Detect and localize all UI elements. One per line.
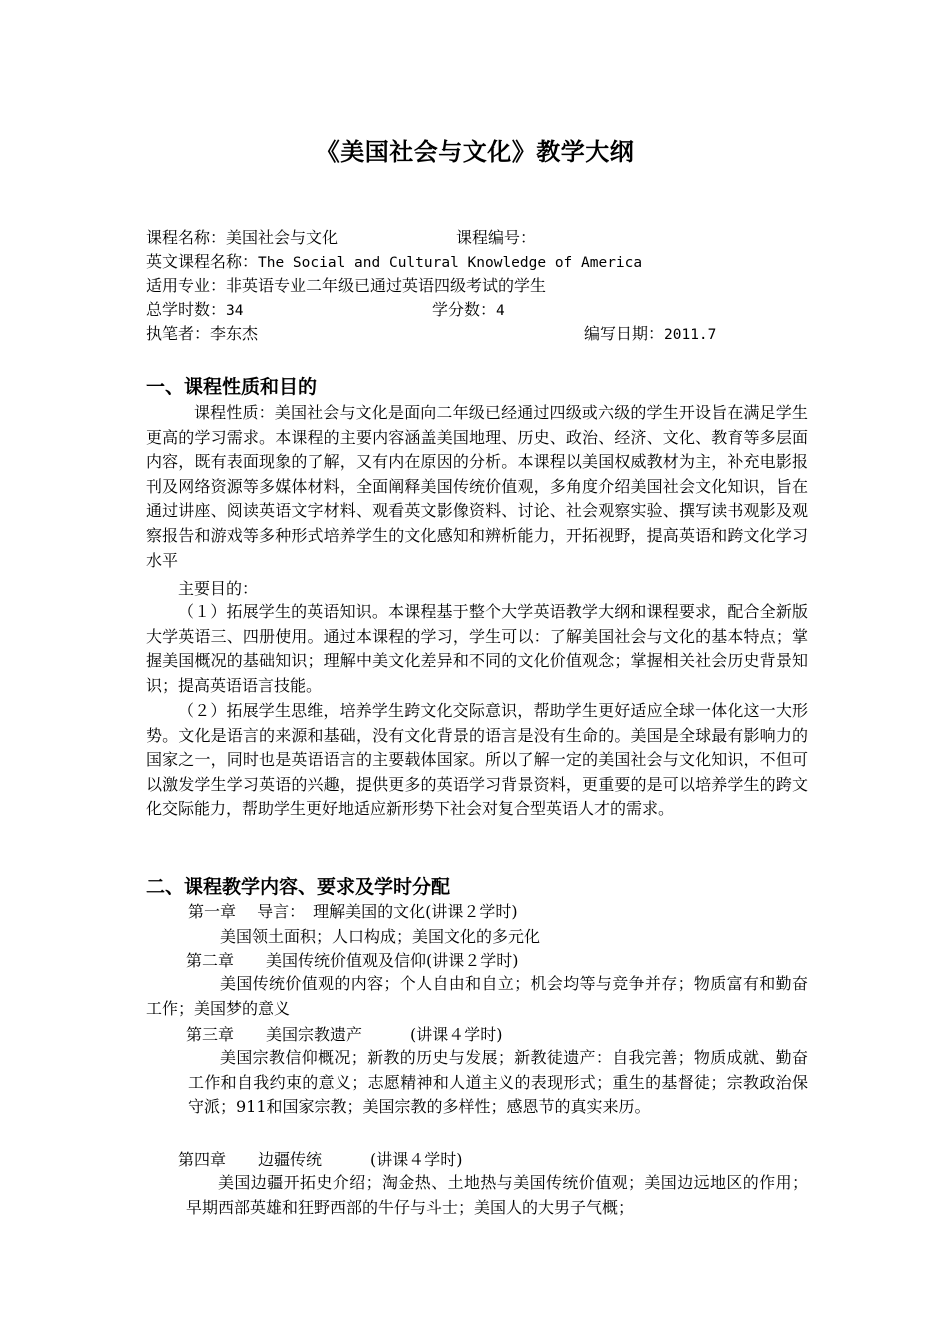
course-nature-paragraph: 课程性质：美国社会与文化是面向二年级已经通过四级或六级的学生开设旨在满足学生更高的学习需求。本课程的主要内容涵盖美国地理、历史、政治、经济、文化、教育等多层面内容，既有表面现象的了解，又有内在原因的分析。本课程以美国权威教材为主，补充电影报刊及网络资源等多媒体材料，全面阐释美国传统价值观，多角度介绍美国社会文化知识，旨在通过讲座、阅读英语文字材料、观看英文影像资料、讨论、社会观察实验、撰写读书观影及观察报告和游戏等多种形式培养学生的文化感知和辨析能力，开拓视野，提高英语和跨文化学习水平 xyxy=(146,403,808,570)
compile-date xyxy=(584,322,716,347)
english-name-value: The Social and Cultural Knowledge of America xyxy=(258,255,643,271)
chapter-2-title: 第二章 美国传统价值观及信仰(讲课２学时) xyxy=(186,951,519,970)
document-title: 《美国社会与文化》教学大纲 xyxy=(315,137,635,166)
chapter-2-body: 美国传统价值观的内容；个人自由和自立；机会均等与竞争并存；物质富有和勤奋工作；美国梦的意义 xyxy=(146,974,808,1018)
chapter-1-body: 美国领土面积；人口构成；美国文化的多元化 xyxy=(220,927,541,946)
credits-value: 4 xyxy=(496,303,505,319)
goal-1-paragraph: （１）拓展学生的英语知识。本课程基于整个大学英语教学大纲和课程要求，配合全新版大学英语三、四册使用。通过本课程的学习，学生可以：了解美国社会与文化的基本特点；掌握美国概况的基础知识；理解中美文化差异和不同的文化价值观念；掌握相关社会历史背景知识；提高英语语言技能。 xyxy=(146,602,808,695)
credits-label: 学分数： xyxy=(432,300,497,319)
compile-date-value: 2011.7 xyxy=(664,327,717,343)
chapter-1-title: 第一章 导言： 理解美国的文化(讲课２学时) xyxy=(188,902,518,921)
total-hours xyxy=(146,298,243,323)
total-hours-label: 总学时数： xyxy=(146,300,227,319)
credits xyxy=(432,298,505,323)
total-hours-value: 34 xyxy=(226,303,244,319)
author: 执笔者：李东杰 xyxy=(146,324,259,343)
chapter-4-title: 第四章 边疆传统 (讲课４学时) xyxy=(178,1150,463,1169)
english-name-label: 英文课程名称： xyxy=(146,252,259,271)
english-course-name-row xyxy=(146,250,642,275)
main-goal-label: 主要目的： xyxy=(178,579,259,598)
course-name: 课程名称：美国社会与文化 xyxy=(146,228,339,247)
chapter-4-body: 美国边疆开拓史介绍；淘金热、土地热与美国传统价值观；美国边远地区的作用；早期西部英雄和狂野西部的牛仔与斗士；美国人的大男子气概； xyxy=(186,1173,808,1217)
applicable-major: 适用专业：非英语专业二年级已通过英语四级考试的学生 xyxy=(146,276,547,295)
section-2-heading: 二、课程教学内容、要求及学时分配 xyxy=(146,876,451,898)
course-code: 课程编号： xyxy=(456,228,537,247)
section-1-heading: 一、课程性质和目的 xyxy=(146,376,318,398)
chapter-3-body: 美国宗教信仰概况；新教的历史与发展；新教徒遗产：自我完善；物质成就、勤奋工作和自我约束的意义；志愿精神和人道主义的表现形式；重生的基督徒；宗教政治保守派；911和国家宗教；美国宗教的多样性；感恩节的真实来历。 xyxy=(188,1048,808,1117)
goal-2-paragraph: （２）拓展学生思维，培养学生跨文化交际意识，帮助学生更好适应全球一体化这一大形势。文化是语言的来源和基础，没有文化背景的语言是没有生命的。美国是全球最有影响力的国家之一，同时也是英语语言的主要载体国家。所以了解一定的美国社会与文化知识，不但可以激发学生学习英语的兴趣，提供更多的英语学习背景资料，更重要的是可以培养学生的跨文化交际能力，帮助学生更好地适应新形势下社会对复合型英语人才的需求。 xyxy=(146,701,808,819)
chapter-3-title: 第三章 美国宗教遗产 (讲课４学时) xyxy=(186,1025,503,1044)
compile-date-label: 编写日期： xyxy=(584,324,665,343)
